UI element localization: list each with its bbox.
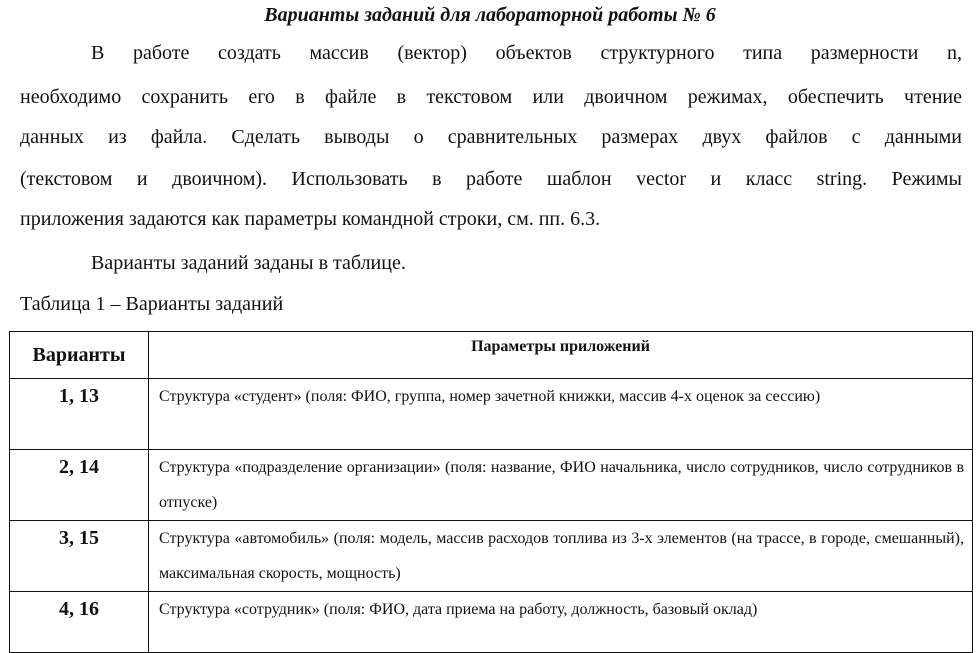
table-row <box>10 592 973 653</box>
table-row <box>10 450 973 521</box>
paragraph-line: В работе создать массив (вектор) объектов структурного типа размерности n, <box>91 42 962 64</box>
variant-cell: 1, 13 <box>10 379 149 450</box>
paragraph-line: (текстовом и двоичном). Использовать в работе шаблон vector и класс string. Режимы <box>20 168 962 190</box>
table-row <box>10 379 973 450</box>
paragraph-line: необходимо сохранить его в файле в текстовом или двоичном режимах, обеспечить чтение <box>20 86 962 108</box>
variants-table <box>9 331 973 653</box>
variant-cell: 3, 15 <box>10 521 149 592</box>
variant-cell: 4, 16 <box>10 592 149 653</box>
params-cell: Структура «студент» (поля: ФИО, группа, номер зачетной книжки, массив 4-х оценок за сессию) <box>149 379 973 450</box>
intro-text: Варианты заданий заданы в таблице. <box>91 252 406 274</box>
table-caption: Таблица 1 – Варианты заданий <box>20 293 284 315</box>
header-variants: Варианты <box>10 332 149 379</box>
params-cell: Структура «автомобиль» (поля: модель, массив расходов топлива из 3-х элементов (на трассе, в городе, смешанный), максимальная скорость, мощность) <box>149 521 973 592</box>
params-cell: Структура «сотрудник» (поля: ФИО, дата приема на работу, должность, базовый оклад) <box>149 592 973 653</box>
table-header-row <box>10 332 973 379</box>
params-cell: Структура «подразделение организации» (поля: название, ФИО начальника, число сотрудников, число сотрудников в отпуске) <box>149 450 973 521</box>
document-title: Варианты заданий для лабораторной работы № 6 <box>264 4 716 26</box>
paragraph-line: данных из файла. Сделать выводы о сравнительных размерах двух файлов с данными <box>20 126 962 148</box>
paragraph-line: приложения задаются как параметры командной строки, см. пп. 6.3. <box>20 208 601 230</box>
table-row <box>10 521 973 592</box>
variant-cell: 2, 14 <box>10 450 149 521</box>
header-params: Параметры приложений <box>149 332 973 379</box>
